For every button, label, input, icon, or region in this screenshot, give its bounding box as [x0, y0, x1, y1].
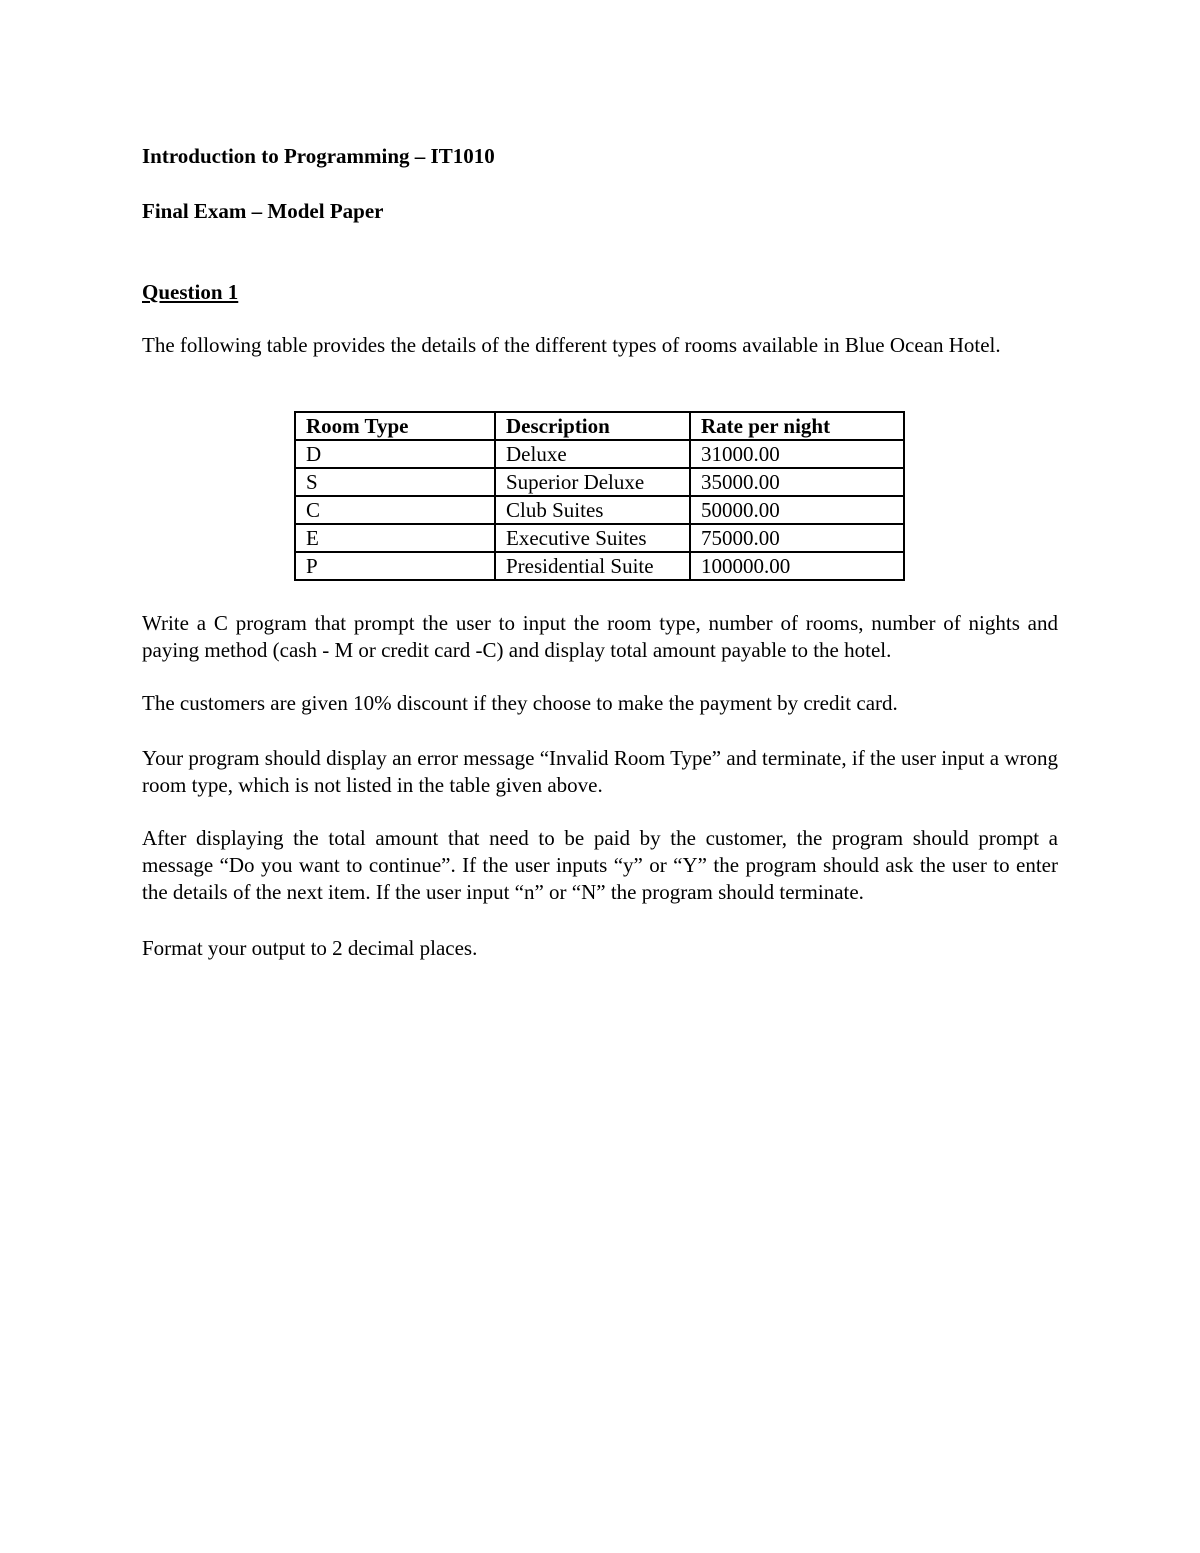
rate-cell: 50000.00 [690, 496, 904, 524]
room-type-cell: S [295, 468, 495, 496]
column-header-description: Description [495, 412, 690, 440]
table-row [295, 552, 904, 580]
paragraph-continue-prompt: After displaying the total amount that need to be paid by the customer, the program should prompt a message “Do you want to continue”. If the user inputs “y” or “Y” the program should ask the user to enter the details of the next item. If the user input “n” or “N” the program should terminate. [142, 826, 1058, 904]
paragraph-output-format: Format your output to 2 decimal places. [142, 936, 478, 960]
room-rates-table [294, 411, 905, 581]
description-cell: Superior Deluxe [495, 468, 690, 496]
description-cell: Deluxe [495, 440, 690, 468]
table-row [295, 524, 904, 552]
rate-cell: 31000.00 [690, 440, 904, 468]
table-row [295, 468, 904, 496]
room-type-cell: C [295, 496, 495, 524]
table-row [295, 440, 904, 468]
question-intro: The following table provides the details of the different types of rooms available in Blue Ocean Hotel. [142, 333, 1001, 357]
room-type-cell: E [295, 524, 495, 552]
table-header-row [295, 412, 904, 440]
rate-cell: 100000.00 [690, 552, 904, 580]
room-type-cell: D [295, 440, 495, 468]
column-header-room-type: Room Type [295, 412, 495, 440]
description-cell: Presidential Suite [495, 552, 690, 580]
table-row [295, 496, 904, 524]
exam-title: Final Exam – Model Paper [142, 199, 384, 223]
description-cell: Executive Suites [495, 524, 690, 552]
description-cell: Club Suites [495, 496, 690, 524]
room-type-cell: P [295, 552, 495, 580]
question-heading: Question 1 [142, 280, 239, 304]
paragraph-program-requirements: Write a C program that prompt the user to input the room type, number of rooms, number of nights and paying method (cash - M or credit card -C) and display total amount payable to the hotel. [142, 611, 1058, 662]
course-title: Introduction to Programming – IT1010 [142, 144, 495, 168]
column-header-rate: Rate per night [690, 412, 904, 440]
paragraph-discount: The customers are given 10% discount if they choose to make the payment by credit card. [142, 691, 898, 715]
rate-cell: 35000.00 [690, 468, 904, 496]
paragraph-error-message: Your program should display an error message “Invalid Room Type” and terminate, if the user input a wrong room type, which is not listed in the table given above. [142, 746, 1058, 797]
rate-cell: 75000.00 [690, 524, 904, 552]
